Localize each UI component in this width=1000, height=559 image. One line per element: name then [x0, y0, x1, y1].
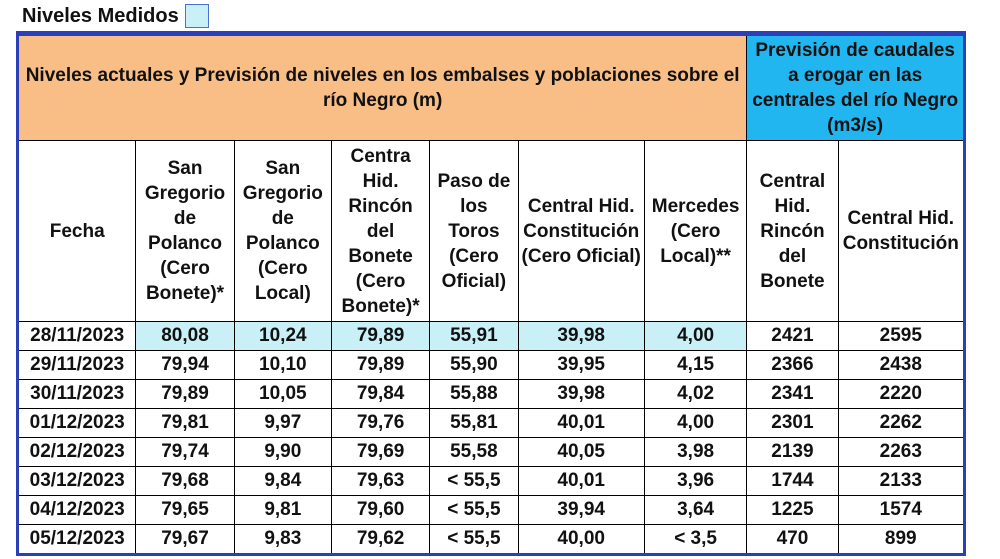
flow-cell: 2366	[747, 351, 838, 380]
col-header-san-gregorio-cero-bonete: San Gregorio de Polanco (Cero Bonete)*	[136, 141, 234, 322]
level-cell: 39,94	[518, 496, 644, 525]
col-header-paso-de-los-toros: Paso de los Toros (Cero Oficial)	[430, 141, 518, 322]
col-header-constitucion-flow: Central Hid. Constitución	[838, 141, 964, 322]
level-cell: 9,81	[234, 496, 331, 525]
table-row	[18, 409, 965, 438]
flow-cell: 1225	[747, 496, 838, 525]
level-cell: 4,02	[644, 380, 746, 409]
level-cell: 3,96	[644, 467, 746, 496]
level-cell: 79,94	[136, 351, 234, 380]
level-cell: 39,95	[518, 351, 644, 380]
column-header-row	[18, 141, 965, 322]
flow-cell: 899	[838, 525, 964, 555]
col-header-rincon-del-bonete-level: Centra Hid. Rincón del Bonete (Cero Bonete)*	[331, 141, 429, 322]
col-header-san-gregorio-cero-local: San Gregorio de Polanco (Cero Local)	[234, 141, 331, 322]
table-row	[18, 438, 965, 467]
river-levels-table	[16, 33, 966, 556]
level-cell: 79,89	[136, 380, 234, 409]
flow-cell: 2595	[838, 322, 964, 351]
date-cell: 02/12/2023	[18, 438, 136, 467]
date-cell: 01/12/2023	[18, 409, 136, 438]
level-cell: < 55,5	[430, 496, 518, 525]
table-body	[18, 322, 965, 555]
flow-cell: 470	[747, 525, 838, 555]
table-row	[18, 496, 965, 525]
level-cell: 79,65	[136, 496, 234, 525]
measured-legend-label: Niveles Medidos	[22, 4, 179, 27]
col-header-constitucion-level: Central Hid. Constitución (Cero Oficial)	[518, 141, 644, 322]
level-cell: 55,58	[430, 438, 518, 467]
level-cell: < 55,5	[430, 467, 518, 496]
level-cell: 79,89	[331, 351, 429, 380]
col-header-mercedes: Mercedes (Cero Local)**	[644, 141, 746, 322]
level-cell: 9,84	[234, 467, 331, 496]
level-cell: 79,60	[331, 496, 429, 525]
flow-cell: 2421	[747, 322, 838, 351]
level-cell: 40,05	[518, 438, 644, 467]
table-row	[18, 467, 965, 496]
date-cell: 29/11/2023	[18, 351, 136, 380]
flow-cell: 2139	[747, 438, 838, 467]
flows-band-title: Previsión de caudales a erogar en las centrales del río Negro (m3/s)	[747, 35, 965, 141]
level-cell: 39,98	[518, 322, 644, 351]
table-row	[18, 351, 965, 380]
date-cell: 28/11/2023	[18, 322, 136, 351]
level-cell: 55,81	[430, 409, 518, 438]
level-cell: < 3,5	[644, 525, 746, 555]
flow-cell: 2263	[838, 438, 964, 467]
level-cell: 80,08	[136, 322, 234, 351]
flow-cell: 1744	[747, 467, 838, 496]
level-cell: 40,01	[518, 409, 644, 438]
level-cell: 79,67	[136, 525, 234, 555]
level-cell: 9,97	[234, 409, 331, 438]
level-cell: 10,24	[234, 322, 331, 351]
flow-cell: 2133	[838, 467, 964, 496]
table-row	[18, 380, 965, 409]
date-cell: 03/12/2023	[18, 467, 136, 496]
level-cell: 3,64	[644, 496, 746, 525]
measured-color-swatch	[185, 4, 209, 28]
levels-band-title: Niveles actuales y Previsión de niveles en los embalses y poblaciones sobre el río Negro (m)	[18, 35, 747, 141]
measured-legend	[22, 0, 209, 32]
col-header-fecha: Fecha	[18, 141, 136, 322]
flow-cell: 2341	[747, 380, 838, 409]
level-cell: 4,15	[644, 351, 746, 380]
flow-cell: 2438	[838, 351, 964, 380]
level-cell: 10,10	[234, 351, 331, 380]
level-cell: 4,00	[644, 409, 746, 438]
level-cell: 79,74	[136, 438, 234, 467]
level-cell: < 55,5	[430, 525, 518, 555]
flow-cell: 2220	[838, 380, 964, 409]
level-cell: 9,90	[234, 438, 331, 467]
level-cell: 10,05	[234, 380, 331, 409]
level-cell: 39,98	[518, 380, 644, 409]
band-header-row	[18, 35, 965, 141]
level-cell: 4,00	[644, 322, 746, 351]
level-cell: 55,88	[430, 380, 518, 409]
level-cell: 55,90	[430, 351, 518, 380]
level-cell: 79,76	[331, 409, 429, 438]
level-cell: 79,68	[136, 467, 234, 496]
level-cell: 40,00	[518, 525, 644, 555]
flow-cell: 2262	[838, 409, 964, 438]
flow-cell: 2301	[747, 409, 838, 438]
level-cell: 9,83	[234, 525, 331, 555]
level-cell: 79,63	[331, 467, 429, 496]
level-cell: 55,91	[430, 322, 518, 351]
table-row	[18, 322, 965, 351]
level-cell: 79,81	[136, 409, 234, 438]
level-cell: 40,01	[518, 467, 644, 496]
level-cell: 3,98	[644, 438, 746, 467]
level-cell: 79,84	[331, 380, 429, 409]
level-cell: 79,69	[331, 438, 429, 467]
date-cell: 05/12/2023	[18, 525, 136, 555]
table-row	[18, 525, 965, 555]
date-cell: 04/12/2023	[18, 496, 136, 525]
date-cell: 30/11/2023	[18, 380, 136, 409]
level-cell: 79,89	[331, 322, 429, 351]
level-cell: 79,62	[331, 525, 429, 555]
flow-cell: 1574	[838, 496, 964, 525]
col-header-rincon-del-bonete-flow: Central Hid. Rincón del Bonete	[747, 141, 838, 322]
